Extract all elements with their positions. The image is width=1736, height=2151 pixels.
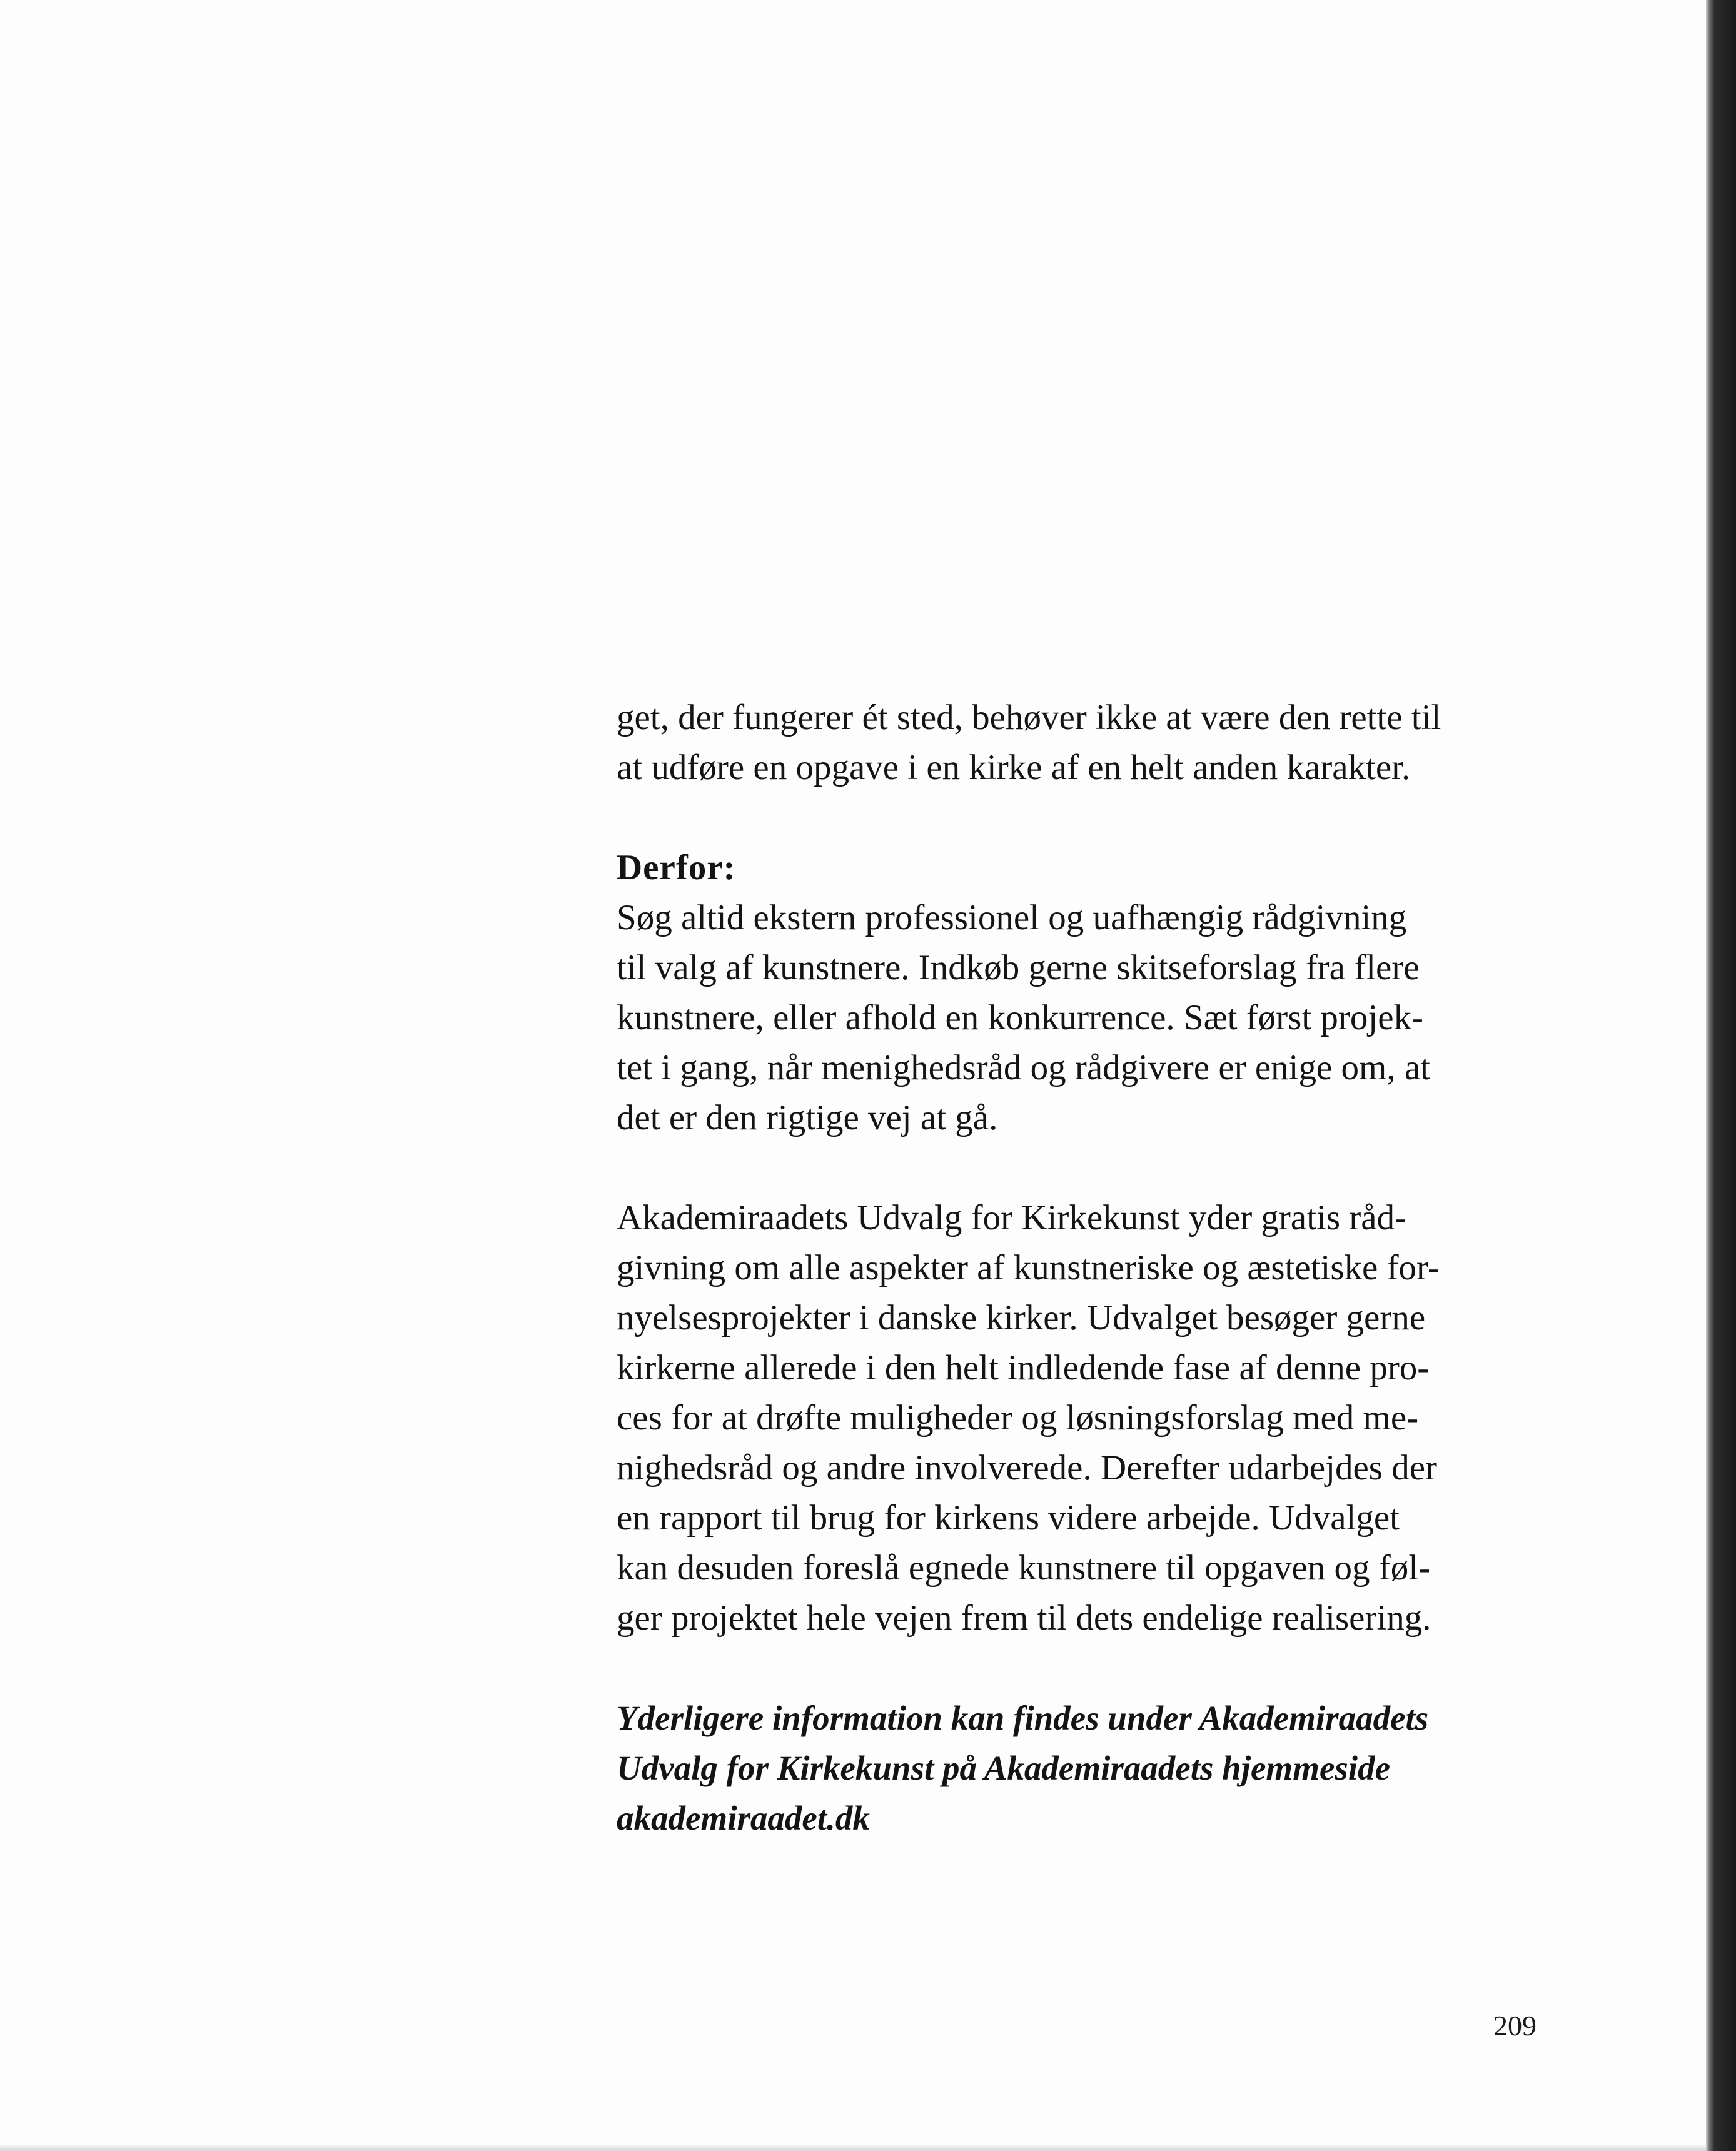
derfor-section (617, 843, 1542, 1143)
derfor-line: kunstnere, eller afhold en konkurrence. Sæt først projek- (617, 998, 1424, 1037)
derfor-line: tet i gang, når menighedsråd og rådgivere er enige om, at (617, 1048, 1431, 1087)
paragraph-spacer (617, 1143, 1542, 1193)
intro-line: at udføre en opgave i en kirke af en helt anden karakter. (617, 748, 1411, 787)
website-link-text: akademiraadet.dk (617, 1799, 870, 1837)
intro-line: get, der fungerer ét sted, behøver ikke at være den rette til (617, 698, 1441, 737)
intro-paragraph (617, 693, 1542, 793)
akademiraadet-line: kan desuden foreslå egnede kunstnere til opgaven og føl- (617, 1548, 1431, 1588)
book-cover-edge (1706, 0, 1736, 2151)
info-note-line: Udvalg for Kirkekunst på Akademiraadets hjemmeside (617, 1749, 1390, 1787)
akademiraadet-line: givning om alle aspekter af kunstneriske og æstetiske for- (617, 1248, 1440, 1287)
derfor-line: til valg af kunstnere. Indkøb gerne skitseforslag fra flere (617, 948, 1420, 987)
derfor-heading: Derfor: (617, 848, 736, 887)
derfor-line: Søg altid ekstern professionel og uafhængig rådgivning (617, 898, 1407, 937)
paragraph-spacer (617, 793, 1542, 843)
info-note-line: Yderligere information kan findes under Akademiraadets (617, 1699, 1429, 1737)
paragraph-spacer (617, 1643, 1542, 1693)
page-bottom-edge (0, 2145, 1706, 2151)
akademiraadet-line: ces for at drøfte muligheder og løsningsforslag med me- (617, 1398, 1419, 1438)
akademiraadet-line: kirkerne allerede i den helt indledende fase af denne pro- (617, 1348, 1430, 1388)
akademiraadet-line: en rapport til brug for kirkens videre arbejde. Udvalget (617, 1498, 1400, 1538)
akademiraadet-paragraph (617, 1193, 1542, 1643)
derfor-line: det er den rigtige vej at gå. (617, 1098, 998, 1137)
akademiraadet-line: ger projektet hele vejen frem til dets endelige realisering. (617, 1598, 1431, 1638)
info-note (617, 1693, 1542, 1843)
text-column (617, 693, 1542, 1843)
akademiraadet-line: Akademiraadets Udvalg for Kirkekunst yder gratis råd- (617, 1198, 1407, 1237)
page-number: 209 (1493, 2010, 1537, 2042)
akademiraadet-line: nighedsråd og andre involverede. Derefter udarbejdes der (617, 1448, 1438, 1488)
akademiraadet-line: nyelsesprojekter i danske kirker. Udvalget besøger gerne (617, 1298, 1426, 1337)
